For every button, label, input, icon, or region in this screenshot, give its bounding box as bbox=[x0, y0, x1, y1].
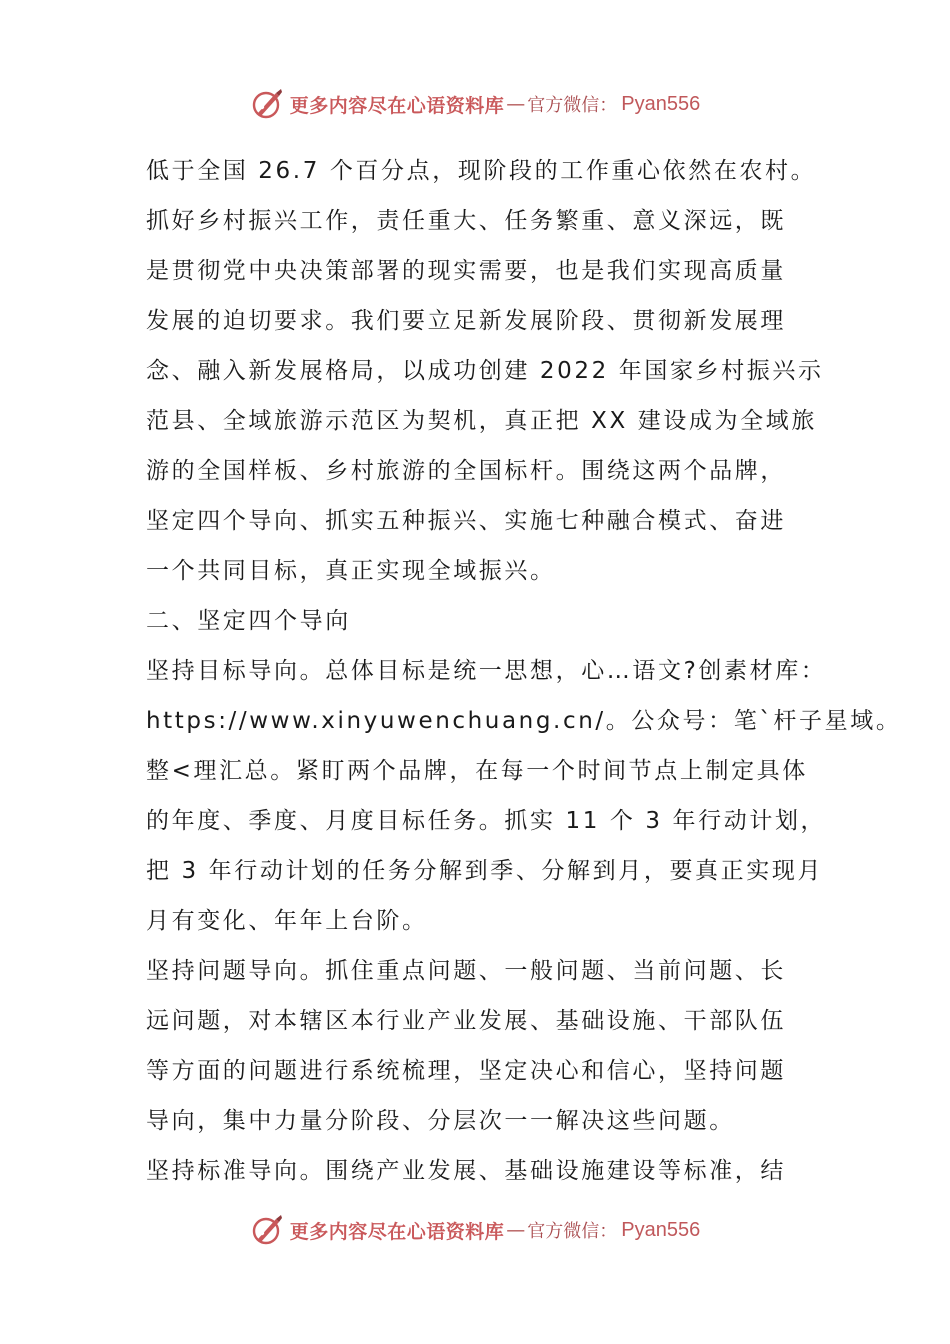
watermark-site-text: 更多内容尽在心语资料库 bbox=[289, 1220, 505, 1243]
text-line: 导向，集中力量分阶段、分层次一一解决这些问题。 bbox=[146, 1108, 735, 1134]
text-line: 低于全国 26.7 个百分点，现阶段的工作重心依然在农村。 bbox=[146, 158, 817, 184]
document-body bbox=[146, 146, 902, 1196]
text-line: 抓好乡村振兴工作，责任重大、任务繁重、意义深远，既 bbox=[146, 208, 786, 234]
text-line: 坚持问题导向。抓住重点问题、一般问题、当前问题、长 bbox=[146, 958, 786, 984]
quill-pen-logo-icon bbox=[250, 1213, 284, 1247]
watermark-wechat-id: Pyan556 bbox=[621, 1218, 701, 1241]
text-line: 的年度、季度、月度目标任务。抓实 11 个 3 年行动计划， bbox=[146, 808, 827, 834]
watermark-separator: — bbox=[506, 1219, 526, 1241]
text-line: 整<理汇总。紧盯两个品牌，在每一个时间节点上制定具体 bbox=[146, 758, 808, 784]
text-line: 等方面的问题进行系统梳理，坚定决心和信心，坚持问题 bbox=[146, 1058, 786, 1084]
text-line: 坚持目标导向。总体目标是统一思想，心…语文?创素材库： bbox=[146, 658, 827, 684]
watermark-wechat-id: Pyan556 bbox=[621, 92, 701, 115]
watermark-wechat-label: 官方微信： bbox=[527, 1221, 618, 1242]
quill-pen-logo-icon bbox=[250, 87, 284, 121]
text-line: 月有变化、年年上台阶。 bbox=[146, 908, 428, 934]
text-line: 范县、全域旅游示范区为契机，真正把 XX 建设成为全域旅 bbox=[146, 408, 817, 434]
section-heading: 二、坚定四个导向 bbox=[146, 608, 351, 634]
text-line-url: https://www.xinyuwenchuang.cn/。公众号：笔`杆子星域。 bbox=[146, 708, 902, 734]
watermark-site-text: 更多内容尽在心语资料库 bbox=[289, 94, 505, 117]
header-watermark bbox=[0, 84, 950, 124]
watermark-separator: — bbox=[506, 93, 526, 115]
text-line: 坚持标准导向。围绕产业发展、基础设施建设等标准，结 bbox=[146, 1158, 786, 1184]
text-line: 把 3 年行动计划的任务分解到季、分解到月，要真正实现月 bbox=[146, 858, 824, 884]
watermark-wechat-label: 官方微信： bbox=[527, 95, 618, 116]
text-line: 是贯彻党中央决策部署的现实需要，也是我们实现高质量 bbox=[146, 258, 786, 284]
text-line: 远问题，对本辖区本行业产业发展、基础设施、干部队伍 bbox=[146, 1008, 786, 1034]
text-line: 游的全国样板、乡村旅游的全国标杆。围绕这两个品牌， bbox=[146, 458, 786, 484]
text-line: 念、融入新发展格局，以成功创建 2022 年国家乡村振兴示 bbox=[146, 358, 824, 384]
footer-watermark bbox=[0, 1210, 950, 1250]
text-line: 发展的迫切要求。我们要立足新发展阶段、贯彻新发展理 bbox=[146, 308, 786, 334]
text-line: 坚定四个导向、抓实五种振兴、实施七种融合模式、奋进 bbox=[146, 508, 786, 534]
text-line: 一个共同目标，真正实现全域振兴。 bbox=[146, 558, 556, 584]
